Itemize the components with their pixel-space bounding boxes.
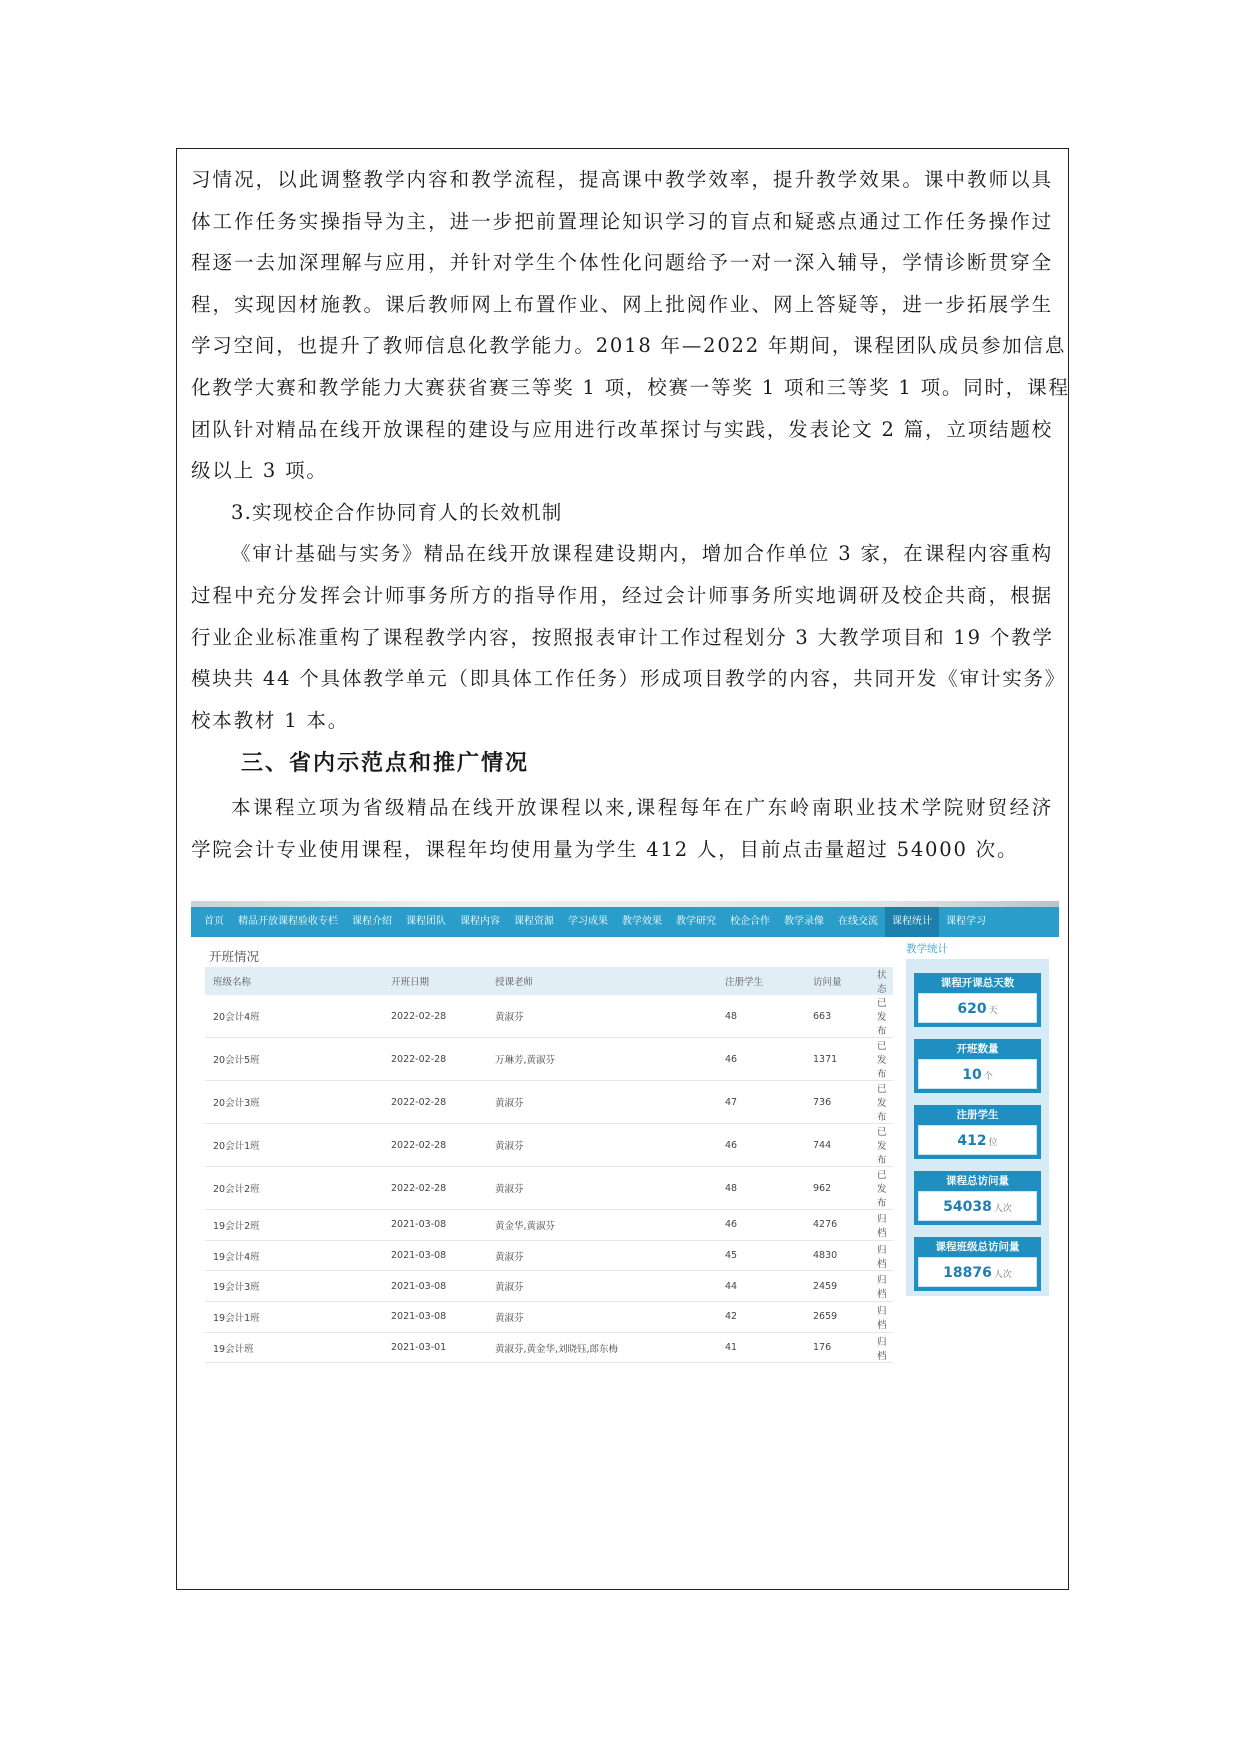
cell-class-name: 20会计1班 <box>205 1124 383 1167</box>
text-line: 学院会计专业使用课程，课程年均使用量为学生 412 人，目前点击量超过 54000 次。 <box>191 837 1019 861</box>
table-row[interactable] <box>205 1210 893 1241</box>
cell-start-date: 2022-02-28 <box>383 1081 487 1124</box>
table-row[interactable] <box>205 1271 893 1302</box>
stat-label: 开班数量 <box>956 1043 999 1055</box>
text-line: 本课程立项为省级精品在线开放课程以来,课程每年在广东岭南职业技术学院财贸经济 <box>231 796 1053 820</box>
cell-start-date: 2022-02-28 <box>383 1124 487 1167</box>
text-line: 习情况，以此调整教学内容和教学流程，提高课中教学效率，提升教学效果。课中教师以具 <box>191 168 1053 191</box>
header-students: 注册学生 <box>717 967 805 995</box>
cell-visits: 663 <box>805 995 869 1038</box>
cell-students: 47 <box>717 1081 805 1124</box>
nav-item-research[interactable]: 教学研究 <box>676 916 716 927</box>
cell-status: 归档 <box>869 1302 893 1333</box>
teaching-stats-panel <box>904 937 1051 1296</box>
stat-value-box <box>918 1191 1037 1221</box>
cell-teacher: 黄淑芬 <box>487 1124 717 1167</box>
text-line: 程逐一去加深理解与应用，并针对学生个体性化问题给予一对一深入辅导，学情诊断贯穿全 <box>191 251 1053 275</box>
cell-students: 46 <box>717 1210 805 1241</box>
stat-value: 620 <box>957 1001 987 1017</box>
cell-class-name: 20会计2班 <box>205 1167 383 1210</box>
stat-unit: 人次 <box>993 1204 1012 1214</box>
nav-item-team[interactable]: 课程团队 <box>406 916 446 927</box>
cell-class-name: 20会计5班 <box>205 1038 383 1081</box>
table-row[interactable] <box>205 1081 893 1124</box>
cell-class-name: 19会计1班 <box>205 1302 383 1333</box>
table-row[interactable] <box>205 995 893 1038</box>
stats-title: 教学统计 <box>906 943 948 955</box>
stat-total-days <box>914 973 1041 1027</box>
stat-class-visits <box>914 1237 1041 1291</box>
cell-start-date: 2021-03-08 <box>383 1240 487 1271</box>
nav-item-intro[interactable]: 课程介绍 <box>352 916 392 927</box>
cell-class-name: 20会计3班 <box>205 1081 383 1124</box>
paragraph-promotion <box>191 787 1053 870</box>
stat-unit: 位 <box>988 1138 998 1148</box>
text-line: 校本教材 1 本。 <box>191 708 350 732</box>
cell-status: 已发布 <box>869 1038 893 1081</box>
cell-teacher: 万琳芳,黄淑芬 <box>487 1038 717 1081</box>
cell-students: 48 <box>717 1167 805 1210</box>
cell-status: 已发布 <box>869 1124 893 1167</box>
text-line: 级以上 3 项。 <box>191 459 328 483</box>
nav-item-acceptance[interactable]: 精品开放课程验收专栏 <box>238 916 338 927</box>
table-row[interactable] <box>205 1167 893 1210</box>
header-start-date: 开班日期 <box>383 967 487 995</box>
cell-students: 48 <box>717 995 805 1038</box>
stat-unit: 人次 <box>993 1270 1012 1280</box>
cell-teacher: 黄淑芬,黄金华,刘晓钰,郎东梅 <box>487 1332 717 1363</box>
stat-value-box <box>918 1125 1037 1155</box>
header-visits: 访问量 <box>805 967 869 995</box>
cell-start-date: 2022-02-28 <box>383 995 487 1038</box>
cell-visits: 744 <box>805 1124 869 1167</box>
stat-label: 课程班级总访问量 <box>935 1241 1020 1253</box>
table-header-row <box>205 967 893 995</box>
cell-start-date: 2022-02-28 <box>383 1038 487 1081</box>
cell-class-name: 19会计3班 <box>205 1271 383 1302</box>
table-row[interactable] <box>205 1038 893 1081</box>
text-line: 团队针对精品在线开放课程的建设与应用进行改革探讨与实践，发表论文 2 篇，立项结题校 <box>191 417 1053 441</box>
header-class-name: 班级名称 <box>205 967 383 995</box>
header-teacher: 授课老师 <box>487 967 717 995</box>
cell-class-name: 19会计4班 <box>205 1240 383 1271</box>
text-line: 模块共 44 个具体教学单元（即具体工作任务）形成项目教学的内容，共同开发《审计实务》 <box>191 667 1067 691</box>
cell-start-date: 2021-03-08 <box>383 1302 487 1333</box>
nav-item-effect[interactable]: 教学效果 <box>622 916 662 927</box>
stat-label: 注册学生 <box>956 1109 999 1121</box>
stats-box <box>906 959 1049 1296</box>
course-stats-screenshot <box>191 901 1059 1362</box>
cell-students: 42 <box>717 1302 805 1333</box>
cell-status: 归档 <box>869 1332 893 1363</box>
table-row[interactable] <box>205 1302 893 1333</box>
cell-teacher: 黄淑芬 <box>487 1081 717 1124</box>
text-line: 过程中充分发挥会计师事务所方的指导作用，经过会计师事务所实地调研及校企共商，根据 <box>191 583 1053 607</box>
header-status: 状态 <box>869 967 893 995</box>
cell-start-date: 2022-02-28 <box>383 1167 487 1210</box>
stat-unit: 个 <box>983 1072 993 1082</box>
cell-visits: 4830 <box>805 1240 869 1271</box>
stat-total-visits <box>914 1171 1041 1225</box>
cell-teacher: 黄金华,黄淑芬 <box>487 1210 717 1241</box>
cell-status: 归档 <box>869 1271 893 1302</box>
cell-visits: 4276 <box>805 1210 869 1241</box>
cell-teacher: 黄淑芬 <box>487 1302 717 1333</box>
nav-item-content[interactable]: 课程内容 <box>460 916 500 927</box>
cell-status: 已发布 <box>869 1081 893 1124</box>
text-line: 化教学大赛和教学能力大赛获省赛三等奖 1 项，校赛一等奖 1 项和三等奖 1 项。同时，课程 <box>191 375 1070 399</box>
cell-students: 44 <box>717 1271 805 1302</box>
table-row[interactable] <box>205 1332 893 1363</box>
cell-teacher: 黄淑芬 <box>487 995 717 1038</box>
course-nav-bar <box>191 907 1059 937</box>
cell-class-name: 19会计2班 <box>205 1210 383 1241</box>
nav-item-achievements[interactable]: 学习成果 <box>568 916 608 927</box>
report-content <box>191 159 1070 871</box>
panel-title: 开班情况 <box>209 949 260 964</box>
subheading-school-enterprise: 3.实现校企合作协同育人的长效机制 <box>231 500 563 524</box>
cell-visits: 1371 <box>805 1038 869 1081</box>
stat-value: 10 <box>962 1067 982 1083</box>
cell-students: 46 <box>717 1038 805 1081</box>
cell-start-date: 2021-03-01 <box>383 1332 487 1363</box>
cell-visits: 962 <box>805 1167 869 1210</box>
nav-item-cooperation[interactable]: 校企合作 <box>730 916 770 927</box>
cell-class-name: 20会计4班 <box>205 995 383 1038</box>
cell-visits: 736 <box>805 1081 869 1124</box>
cell-start-date: 2021-03-08 <box>383 1210 487 1241</box>
cell-status: 归档 <box>869 1210 893 1241</box>
stat-value-box <box>918 1059 1037 1089</box>
nav-item-learning[interactable]: 课程学习 <box>946 916 986 927</box>
class-overview-panel <box>201 941 894 1362</box>
text-line: 程，实现因材施教。课后教师网上布置作业、网上批阅作业、网上答疑等，进一步拓展学生 <box>191 292 1053 316</box>
cell-visits: 2459 <box>805 1271 869 1302</box>
stat-unit: 天 <box>988 1006 998 1016</box>
report-frame <box>176 148 1069 1590</box>
cell-students: 41 <box>717 1332 805 1363</box>
cell-class-name: 19会计班 <box>205 1332 383 1363</box>
section-heading-promotion: 三、省内示范点和推广情况 <box>241 751 530 777</box>
cell-teacher: 黄淑芬 <box>487 1167 717 1210</box>
stat-value-box <box>918 1257 1037 1287</box>
cell-start-date: 2021-03-08 <box>383 1271 487 1302</box>
stat-label: 课程开课总天数 <box>940 977 1015 989</box>
stat-label: 课程总访问量 <box>946 1175 1009 1187</box>
cell-visits: 176 <box>805 1332 869 1363</box>
cell-teacher: 黄淑芬 <box>487 1240 717 1271</box>
stat-registered-students <box>914 1105 1041 1159</box>
nav-item-forum[interactable]: 在线交流 <box>838 916 878 927</box>
text-line: 学习空间，也提升了教师信息化教学能力。2018 年—2022 年期间，课程团队成员参加信息 <box>191 334 1067 358</box>
nav-item-statistics[interactable]: 课程统计 <box>885 907 939 937</box>
cell-status: 已发布 <box>869 995 893 1038</box>
paragraph-cooperation <box>191 533 1067 741</box>
cell-students: 46 <box>717 1124 805 1167</box>
text-line: 体工作任务实操指导为主，进一步把前置理论知识学习的盲点和疑惑点通过工作任务操作过 <box>191 209 1053 233</box>
cell-visits: 2659 <box>805 1302 869 1333</box>
nav-item-videos[interactable]: 教学录像 <box>784 916 824 927</box>
class-table <box>205 967 893 1363</box>
stat-class-count <box>914 1039 1041 1093</box>
cell-status: 归档 <box>869 1240 893 1271</box>
table-row[interactable] <box>205 1240 893 1271</box>
nav-item-resources[interactable]: 课程资源 <box>514 916 554 927</box>
cell-status: 已发布 <box>869 1167 893 1210</box>
stat-value-box <box>918 993 1037 1023</box>
cell-teacher: 黄淑芬 <box>487 1271 717 1302</box>
text-line: 行业企业标准重构了课程教学内容，按照报表审计工作过程划分 3 大教学项目和 19 个教学 <box>191 625 1054 649</box>
table-row[interactable] <box>205 1124 893 1167</box>
paragraph-teaching-effect <box>191 159 1070 492</box>
stat-value: 18876 <box>943 1265 992 1281</box>
stat-value: 412 <box>957 1133 987 1149</box>
stat-value: 54038 <box>943 1199 992 1215</box>
cell-students: 45 <box>717 1240 805 1271</box>
nav-item-home[interactable]: 首页 <box>204 916 224 927</box>
text-line: 《审计基础与实务》精品在线开放课程建设期内，增加合作单位 3 家，在课程内容重构 <box>231 542 1053 566</box>
